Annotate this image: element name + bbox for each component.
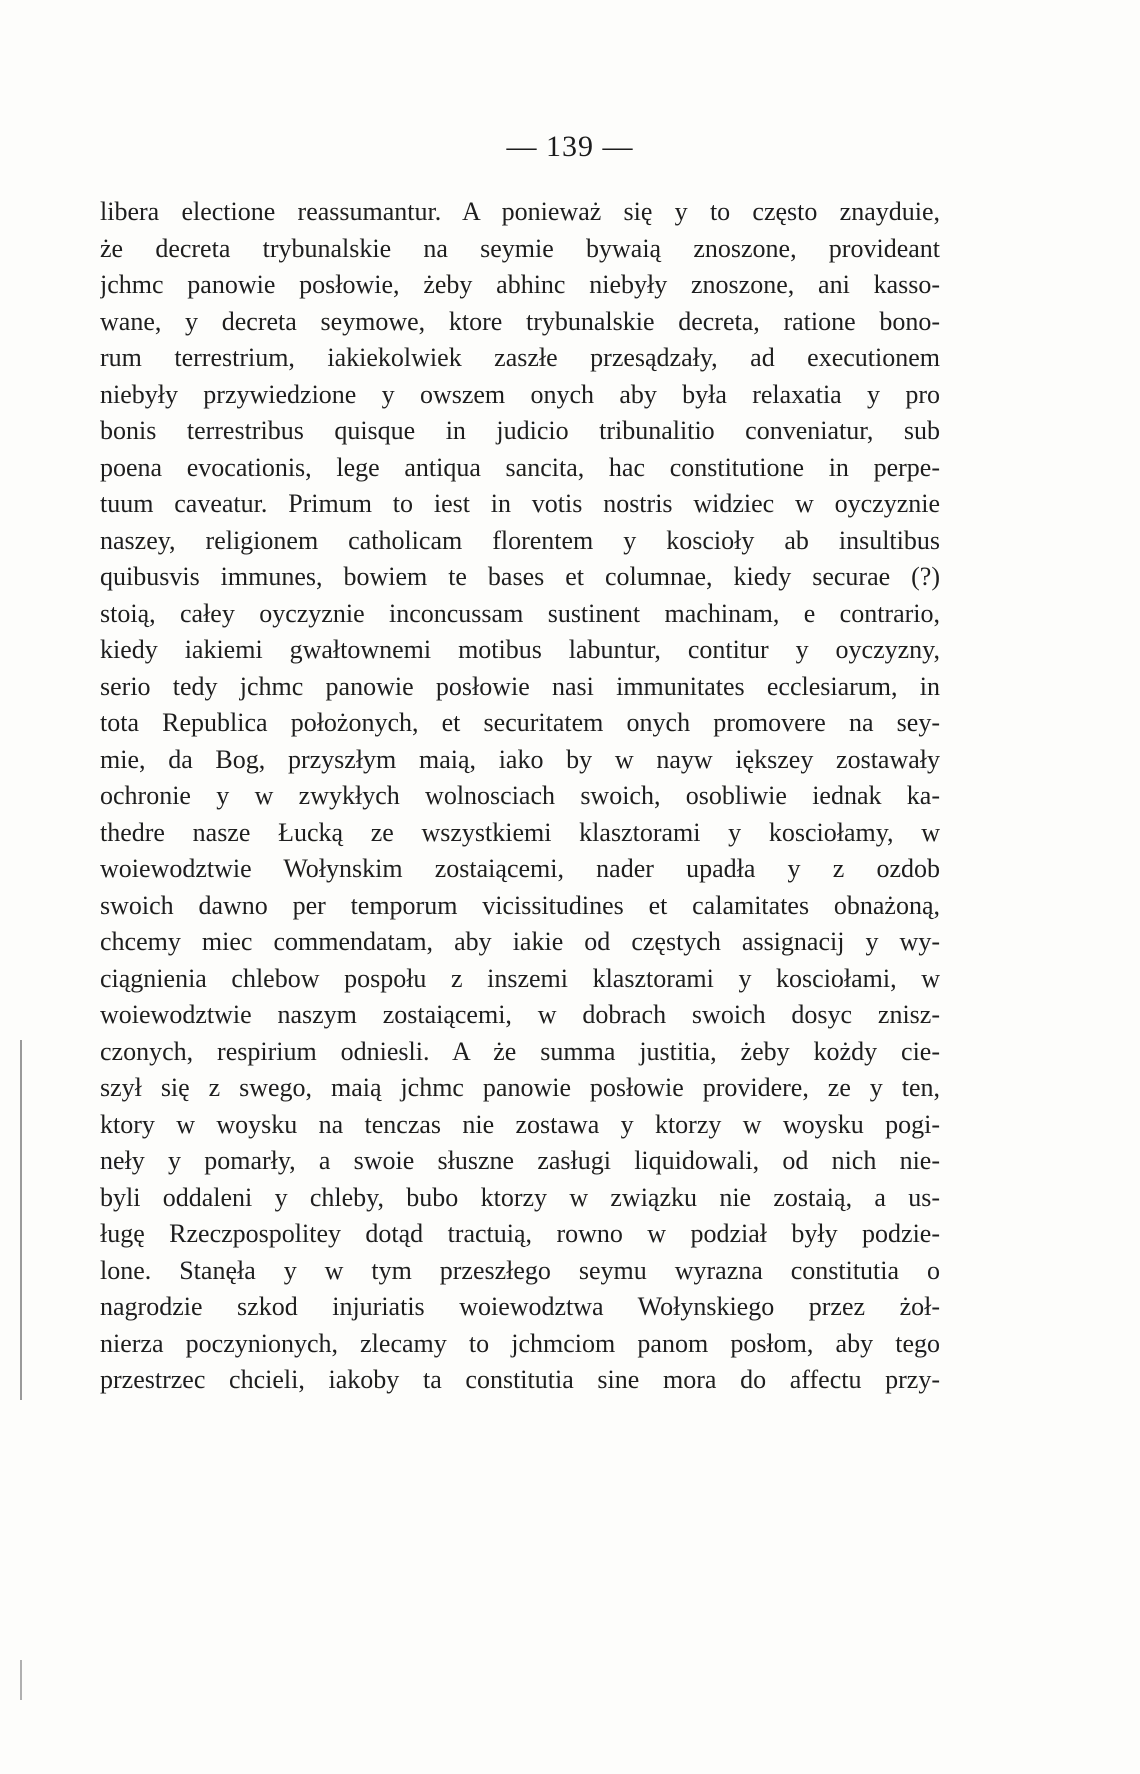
text-line: ciągnienia chlebow pospołu z inszemi klasztorami y kosciołami, w bbox=[100, 963, 940, 993]
text-line: thedre nasze Łucką ze wszystkiemi klasztorami y kosciołamy, w bbox=[100, 817, 940, 847]
text-line: że decreta trybunalskie na seymie bywaią znoszone, provideant bbox=[100, 233, 940, 263]
text-line: nagrodzie szkod injuriatis woiewodztwa Wołynskiego przez żoł- bbox=[100, 1292, 940, 1321]
text-line: tota Republica położonych, et securitatem onych promovere na sey- bbox=[100, 708, 940, 737]
text-line: jchmc panowie posłowie, żeby abhinc niebyły znoszone, ani kasso- bbox=[100, 270, 940, 299]
text-line: przestrzec chcieli, iakoby ta constitutia sine mora do affectu przy- bbox=[100, 1365, 940, 1394]
text-line: woiewodztwie naszym zostaiącemi, w dobrach swoich dosyc znisz- bbox=[100, 1000, 940, 1029]
text-line: ługę Rzeczpospolitey dotąd tractuią, rowno w podział były podzie- bbox=[100, 1219, 940, 1248]
text-line: neły y pomarły, a swoie słuszne zasługi liquidowali, od nich nie- bbox=[100, 1146, 940, 1175]
text-line: woiewodztwie Wołynskim zostaiącemi, nader upadła y z ozdob bbox=[100, 854, 940, 883]
text-line: quibusvis immunes, bowiem te bases et columnae, kiedy securae (?) bbox=[100, 562, 940, 591]
page-number: — 139 — bbox=[506, 130, 634, 163]
text-line: naszey, religionem catholicam florentem y kosciołу ab insultibus bbox=[100, 525, 940, 555]
text-line: serio tedy jchmc panowie posłowie nasi immunitates ecclesiarum, in bbox=[100, 671, 940, 701]
body-text bbox=[100, 194, 940, 1399]
text-line: lone. Stanęła y w tym przeszłego seymu wyrazna constitutia o bbox=[100, 1255, 940, 1285]
text-line: ktory w woysku na tenczas nie zostawa y ktorzy w woysku pogi- bbox=[100, 1109, 940, 1139]
text-line: ochronie y w zwykłych wolnosciach swoich, osobliwie iednak ka- bbox=[100, 781, 940, 810]
text-line: tuum caveatur. Primum to iest in votis nostris widziec w oyczyznie bbox=[100, 489, 940, 518]
text-line: rum terrestrium, iakiekolwiek zaszłe przesądzały, ad executionem bbox=[100, 343, 940, 372]
text-line: chcemy miec commendatam, aby iakie od częstych assignacij y wy- bbox=[100, 927, 940, 956]
text-line: stoią, całey oyczyznie inconcussam sustinent machinam, e contrario, bbox=[100, 598, 940, 628]
text-line: libera electione reassumantur. A ponieważ się y to często znayduie, bbox=[100, 197, 940, 226]
text-line: poena evocationis, lege antiqua sancita, hac constitutione in perpe- bbox=[100, 452, 940, 482]
text-line: swoich dawno per temporum vicissitudines et calamitates obnażoną, bbox=[100, 890, 940, 920]
text-line: niebyły przywiedzione y owszem onych aby była relaxatia y pro bbox=[100, 379, 940, 409]
text-line: mie, da Bog, przyszłym maią, iako by w nayw iększey zostawały bbox=[100, 744, 940, 774]
text-line: wane, y decreta seymowe, ktore trybunalskie decreta, ratione bono- bbox=[100, 306, 940, 336]
text-line: szył się z swego, maią jchmc panowie posłowie providere, ze y ten, bbox=[100, 1073, 940, 1102]
text-line: bonis terrestribus quisque in judicio tribunalitio conveniatur, sub bbox=[100, 416, 940, 445]
text-line: czonych, respirium odniesli. A że summa justitia, żeby kożdy cie- bbox=[100, 1036, 940, 1066]
text-line: nierza poczynionych, zlecamy to jchmciom panom posłom, aby tego bbox=[100, 1328, 940, 1358]
page-edge-mark-lower bbox=[20, 1660, 22, 1700]
text-line: byli oddaleni y chleby, bubo ktorzy w związku nie zostaią, a us- bbox=[100, 1182, 940, 1212]
text-line: kiedy iakiemi gwałtownemi motibus labuntur, contitur y oyczyzny, bbox=[100, 635, 940, 664]
page-edge-mark bbox=[20, 1040, 22, 1400]
